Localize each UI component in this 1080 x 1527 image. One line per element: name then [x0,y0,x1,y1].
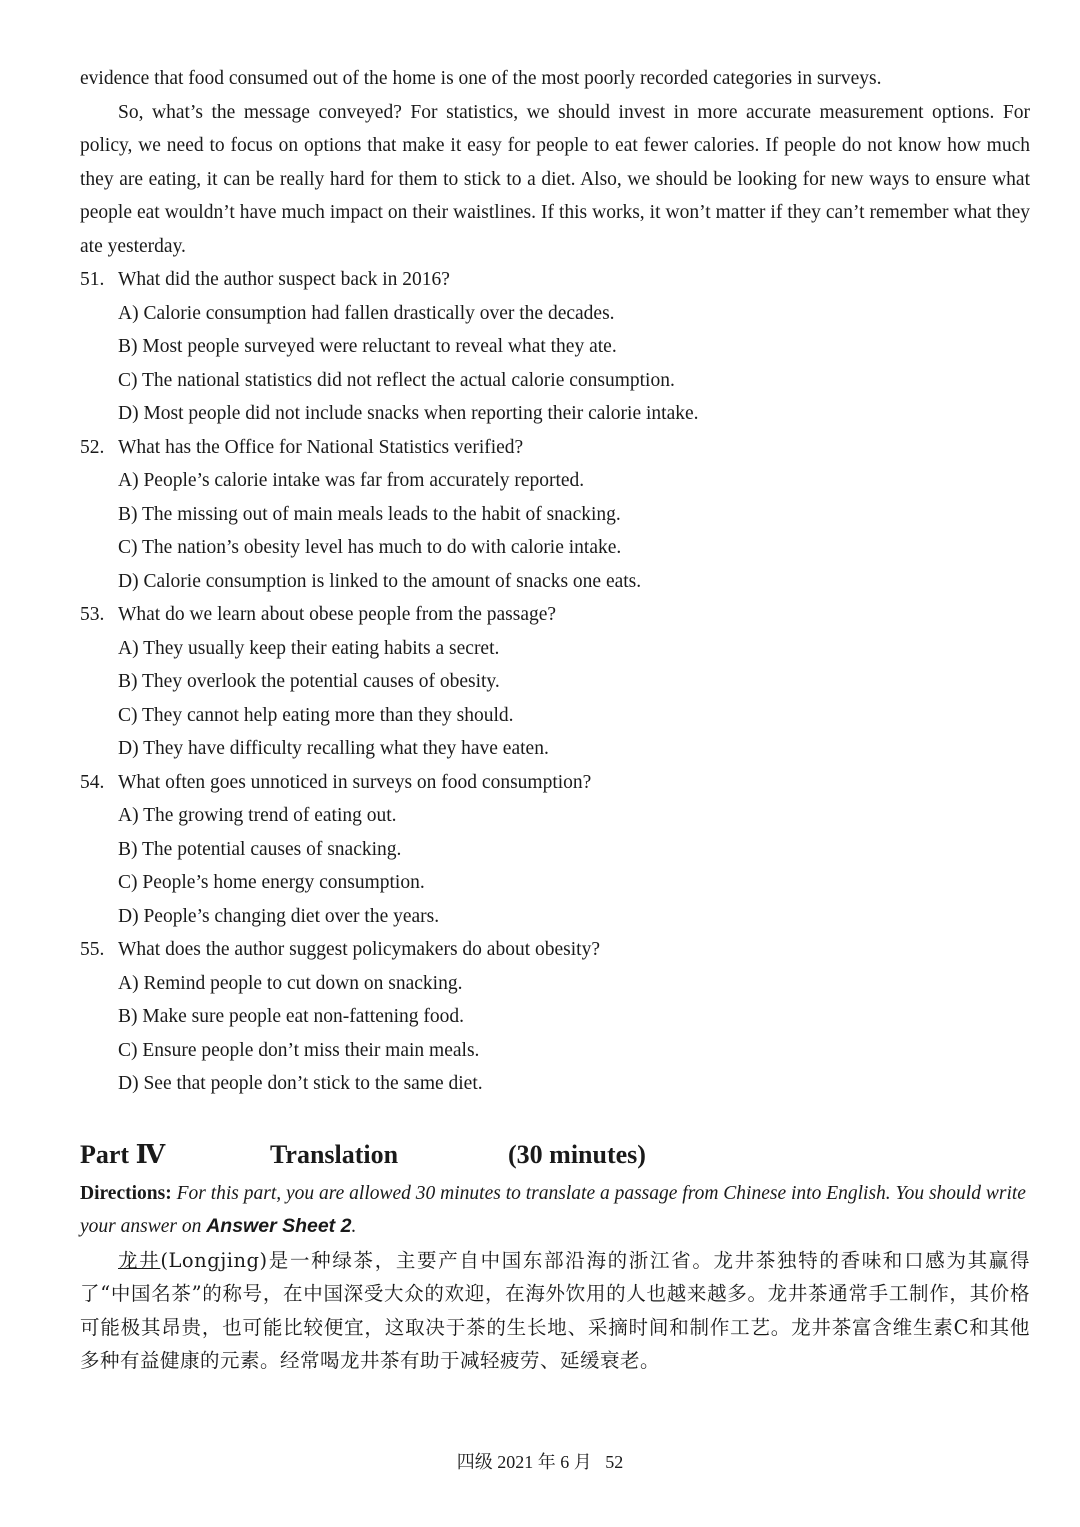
passage-paragraph: So, what’s the message conveyed? For statistics, we should invest in more accurate measurement options. For policy, we need to focus on options that make it easy for people to eat fewer calories. If people do not know how much they are eating, it can be really hard for them to stick to a diet. Also, we should be looking for new ways to ensure what people eat wouldn’t have much impact on their waistlines. If this works, it won’t matter if they can’t remember what they ate yesterday. [80,101,1030,257]
question-52 [80,431,1030,599]
directions-label: Directions: [80,1182,172,1204]
question-text: What has the Office for National Statistics verified? [118,436,524,458]
question-text: What did the author suspect back in 2016? [118,269,450,290]
question-number: 53. [80,604,105,625]
question-55 [80,933,1030,1101]
answer-sheet-ref: Answer Sheet 2 [206,1215,352,1237]
translation-text: (Longjing)是一种绿茶，主要产自中国东部沿海的浙江省。龙井茶独特的香味和口感为其赢得了“中国名茶”的称号，在中国深受大众的欢迎，在海外饮用的人也越来越多。龙井茶通常手工制作，其价格可能极其昂贵，也可能比较便宜，这取决于茶的生长地、采摘时间和制作工艺。龙井茶富含维生素C和其他多种有益健康的元素。经常喝龙井茶有助于减轻疲劳、延缓衰老。 [80,1248,1030,1372]
question-53 [80,598,1030,766]
question-text: What do we learn about obese people from the passage? [118,604,557,625]
passage-line-continuation: evidence that food consumed out of the home is one of the most poorly recorded categories in surveys. [80,68,882,89]
option-a: A) They usually keep their eating habits a secret. [118,637,500,659]
option-c: C) The national statistics did not reflect the actual calorie consumption. [118,369,675,391]
part-heading [80,1135,1030,1175]
option-a: A) The growing trend of eating out. [118,805,397,826]
question-51 [80,263,1030,431]
page-number: 52 [605,1452,624,1472]
option-c: C) They cannot help eating more than they should. [118,704,514,726]
question-text: What often goes unnoticed in surveys on food consumption? [118,771,592,793]
question-54 [80,766,1030,934]
option-b: B) The missing out of main meals leads to the habit of snacking. [118,503,621,525]
part-title: Translation [270,1139,399,1169]
option-b: B) The potential causes of snacking. [118,838,402,860]
option-d: D) See that people don’t stick to the same diet. [118,1073,483,1094]
option-c: C) The nation’s obesity level has much to do with calorie intake. [118,537,622,558]
option-d: D) Calorie consumption is linked to the amount of snacks one eats. [118,570,642,592]
option-a: A) People’s calorie intake was far from accurately reported. [118,470,585,491]
option-c: C) People’s home energy consumption. [118,872,425,893]
directions [80,1177,1030,1244]
option-a: A) Remind people to cut down on snacking. [118,972,463,994]
translation-underlined-term: 龙井 [118,1248,161,1272]
part-time: (30 minutes) [508,1139,646,1169]
option-b: B) Make sure people eat non-fattening food. [118,1006,465,1027]
question-number: 55. [80,939,105,960]
option-a: A) Calorie consumption had fallen drastically over the decades. [118,302,615,324]
part-number: Part Ⅳ [80,1139,166,1169]
option-d: D) People’s changing diet over the years. [118,905,440,927]
option-c: C) Ensure people don’t miss their main meals. [118,1039,480,1061]
footer-exam-label: 四级 2021 年 6 月 [456,1452,592,1472]
directions-text: For this part, you are allowed 30 minutes to translate a passage from Chinese into English. You should write your answer on [80,1182,1026,1237]
question-number: 52. [80,436,105,458]
option-b: B) They overlook the potential causes of obesity. [118,671,500,692]
exam-page [80,62,1030,1378]
question-number: 54. [80,771,105,793]
option-d: D) Most people did not include snacks when reporting their calorie intake. [118,403,699,424]
directions-end: . [351,1216,357,1237]
question-number: 51. [80,269,105,290]
page-footer [0,1450,1080,1474]
option-d: D) They have difficulty recalling what they have eaten. [118,738,549,759]
translation-passage [80,1244,1030,1378]
question-text: What does the author suggest policymakers do about obesity? [118,939,600,960]
option-b: B) Most people surveyed were reluctant to reveal what they ate. [118,336,617,357]
question-list [80,263,1030,1101]
